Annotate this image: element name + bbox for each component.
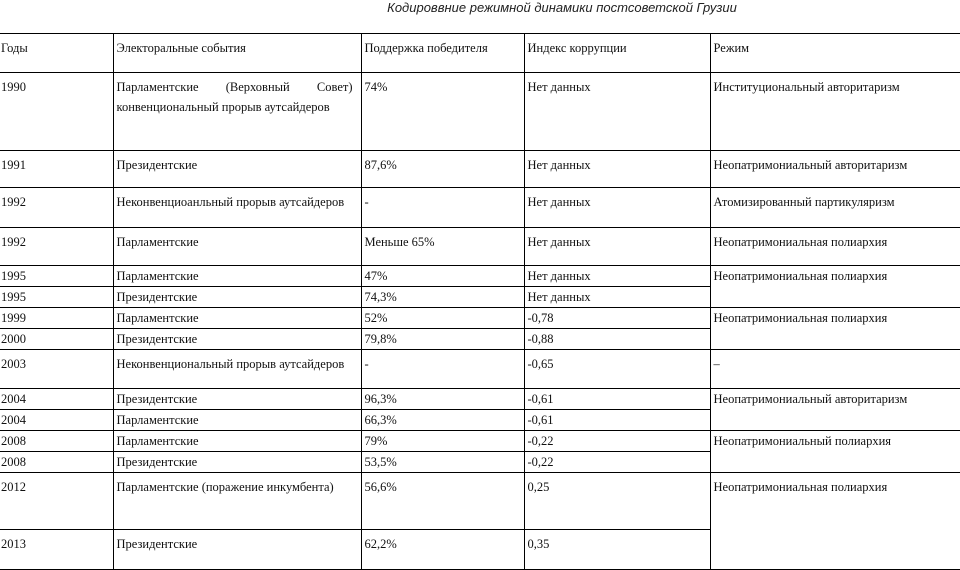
event-cell: Президентские <box>113 530 361 570</box>
year-cell: 1992 <box>0 228 113 266</box>
event-cell: Президентские <box>113 287 361 308</box>
support-cell: 53,5% <box>361 452 524 473</box>
table-row <box>0 473 960 530</box>
event-cell: Неконвенциональный прорыв аутсайдеров <box>113 350 361 389</box>
corruption-cell: -0,65 <box>524 350 710 389</box>
year-cell: 2013 <box>0 530 113 570</box>
support-cell: 74% <box>361 73 524 151</box>
support-cell: 66,3% <box>361 410 524 431</box>
header-corruption: Индекс коррупции <box>524 34 710 73</box>
event-cell: Президентские <box>113 151 361 188</box>
corruption-cell: Нет данных <box>524 73 710 151</box>
corruption-cell: -0,22 <box>524 431 710 452</box>
regime-table <box>0 33 960 570</box>
support-cell: Меньше 65% <box>361 228 524 266</box>
corruption-cell: -0,88 <box>524 329 710 350</box>
support-cell: 47% <box>361 266 524 287</box>
event-cell: Президентские <box>113 329 361 350</box>
regime-cell: Неопатримониальная полиархия <box>710 266 960 308</box>
event-cell: Парламентские <box>113 266 361 287</box>
year-cell: 1991 <box>0 151 113 188</box>
event-cell: Неконвенциоанльный прорыв аутсайдеров <box>113 188 361 228</box>
support-cell: - <box>361 188 524 228</box>
regime-cell: Институциональный авторитаризм <box>710 73 960 151</box>
corruption-cell: Нет данных <box>524 151 710 188</box>
regime-cell: Неопатримониальный авторитаризм <box>710 151 960 188</box>
table-row <box>0 266 960 287</box>
event-cell: Парламентские <box>113 228 361 266</box>
support-cell: - <box>361 350 524 389</box>
support-cell: 79,8% <box>361 329 524 350</box>
support-cell: 79% <box>361 431 524 452</box>
corruption-cell: Нет данных <box>524 266 710 287</box>
corruption-cell: Нет данных <box>524 188 710 228</box>
year-cell: 1990 <box>0 73 113 151</box>
year-cell: 2003 <box>0 350 113 389</box>
table-header-row <box>0 34 960 73</box>
regime-cell: – <box>710 350 960 389</box>
table-row <box>0 228 960 266</box>
regime-cell: Атомизированный партикуляризм <box>710 188 960 228</box>
year-cell: 1995 <box>0 287 113 308</box>
corruption-cell: -0,22 <box>524 452 710 473</box>
table-row <box>0 350 960 389</box>
year-cell: 2004 <box>0 389 113 410</box>
support-cell: 87,6% <box>361 151 524 188</box>
corruption-cell: 0,25 <box>524 473 710 530</box>
year-cell: 2012 <box>0 473 113 530</box>
table-row <box>0 151 960 188</box>
header-events: Электоральные события <box>113 34 361 73</box>
year-cell: 2000 <box>0 329 113 350</box>
support-cell: 96,3% <box>361 389 524 410</box>
year-cell: 2008 <box>0 452 113 473</box>
corruption-cell: -0,61 <box>524 389 710 410</box>
header-years: Годы <box>0 34 113 73</box>
support-cell: 52% <box>361 308 524 329</box>
table-row <box>0 308 960 329</box>
regime-cell: Неопатримониальный авторитаризм <box>710 389 960 431</box>
event-cell: Президентские <box>113 389 361 410</box>
event-cell: Парламентские <box>113 431 361 452</box>
header-regime: Режим <box>710 34 960 73</box>
page-title: Кодироввние режимной динамики постсоветской Грузии <box>387 0 737 15</box>
year-cell: 1999 <box>0 308 113 329</box>
year-cell: 2008 <box>0 431 113 452</box>
regime-cell: Неопатримониальный полиархия <box>710 431 960 473</box>
table-row <box>0 389 960 410</box>
header-support: Поддержка победителя <box>361 34 524 73</box>
table-row <box>0 431 960 452</box>
regime-cell: Неопатримониальная полиархия <box>710 308 960 350</box>
corruption-cell: 0,35 <box>524 530 710 570</box>
table-row <box>0 188 960 228</box>
corruption-cell: -0,61 <box>524 410 710 431</box>
event-cell: Парламентские (Верховный Совет) конвенциональный прорыв аутсайдеров <box>113 73 361 151</box>
support-cell: 74,3% <box>361 287 524 308</box>
support-cell: 56,6% <box>361 473 524 530</box>
corruption-cell: Нет данных <box>524 228 710 266</box>
event-cell: Парламентские <box>113 308 361 329</box>
regime-cell: Неопатримониальная полиархия <box>710 228 960 266</box>
event-cell: Парламентские (поражение инкумбента) <box>113 473 361 530</box>
event-cell: Парламентские <box>113 410 361 431</box>
year-cell: 2004 <box>0 410 113 431</box>
year-cell: 1995 <box>0 266 113 287</box>
corruption-cell: Нет данных <box>524 287 710 308</box>
support-cell: 62,2% <box>361 530 524 570</box>
year-cell: 1992 <box>0 188 113 228</box>
regime-cell: Неопатримониальная полиархия <box>710 473 960 570</box>
corruption-cell: -0,78 <box>524 308 710 329</box>
table-row <box>0 73 960 151</box>
event-cell: Президентские <box>113 452 361 473</box>
